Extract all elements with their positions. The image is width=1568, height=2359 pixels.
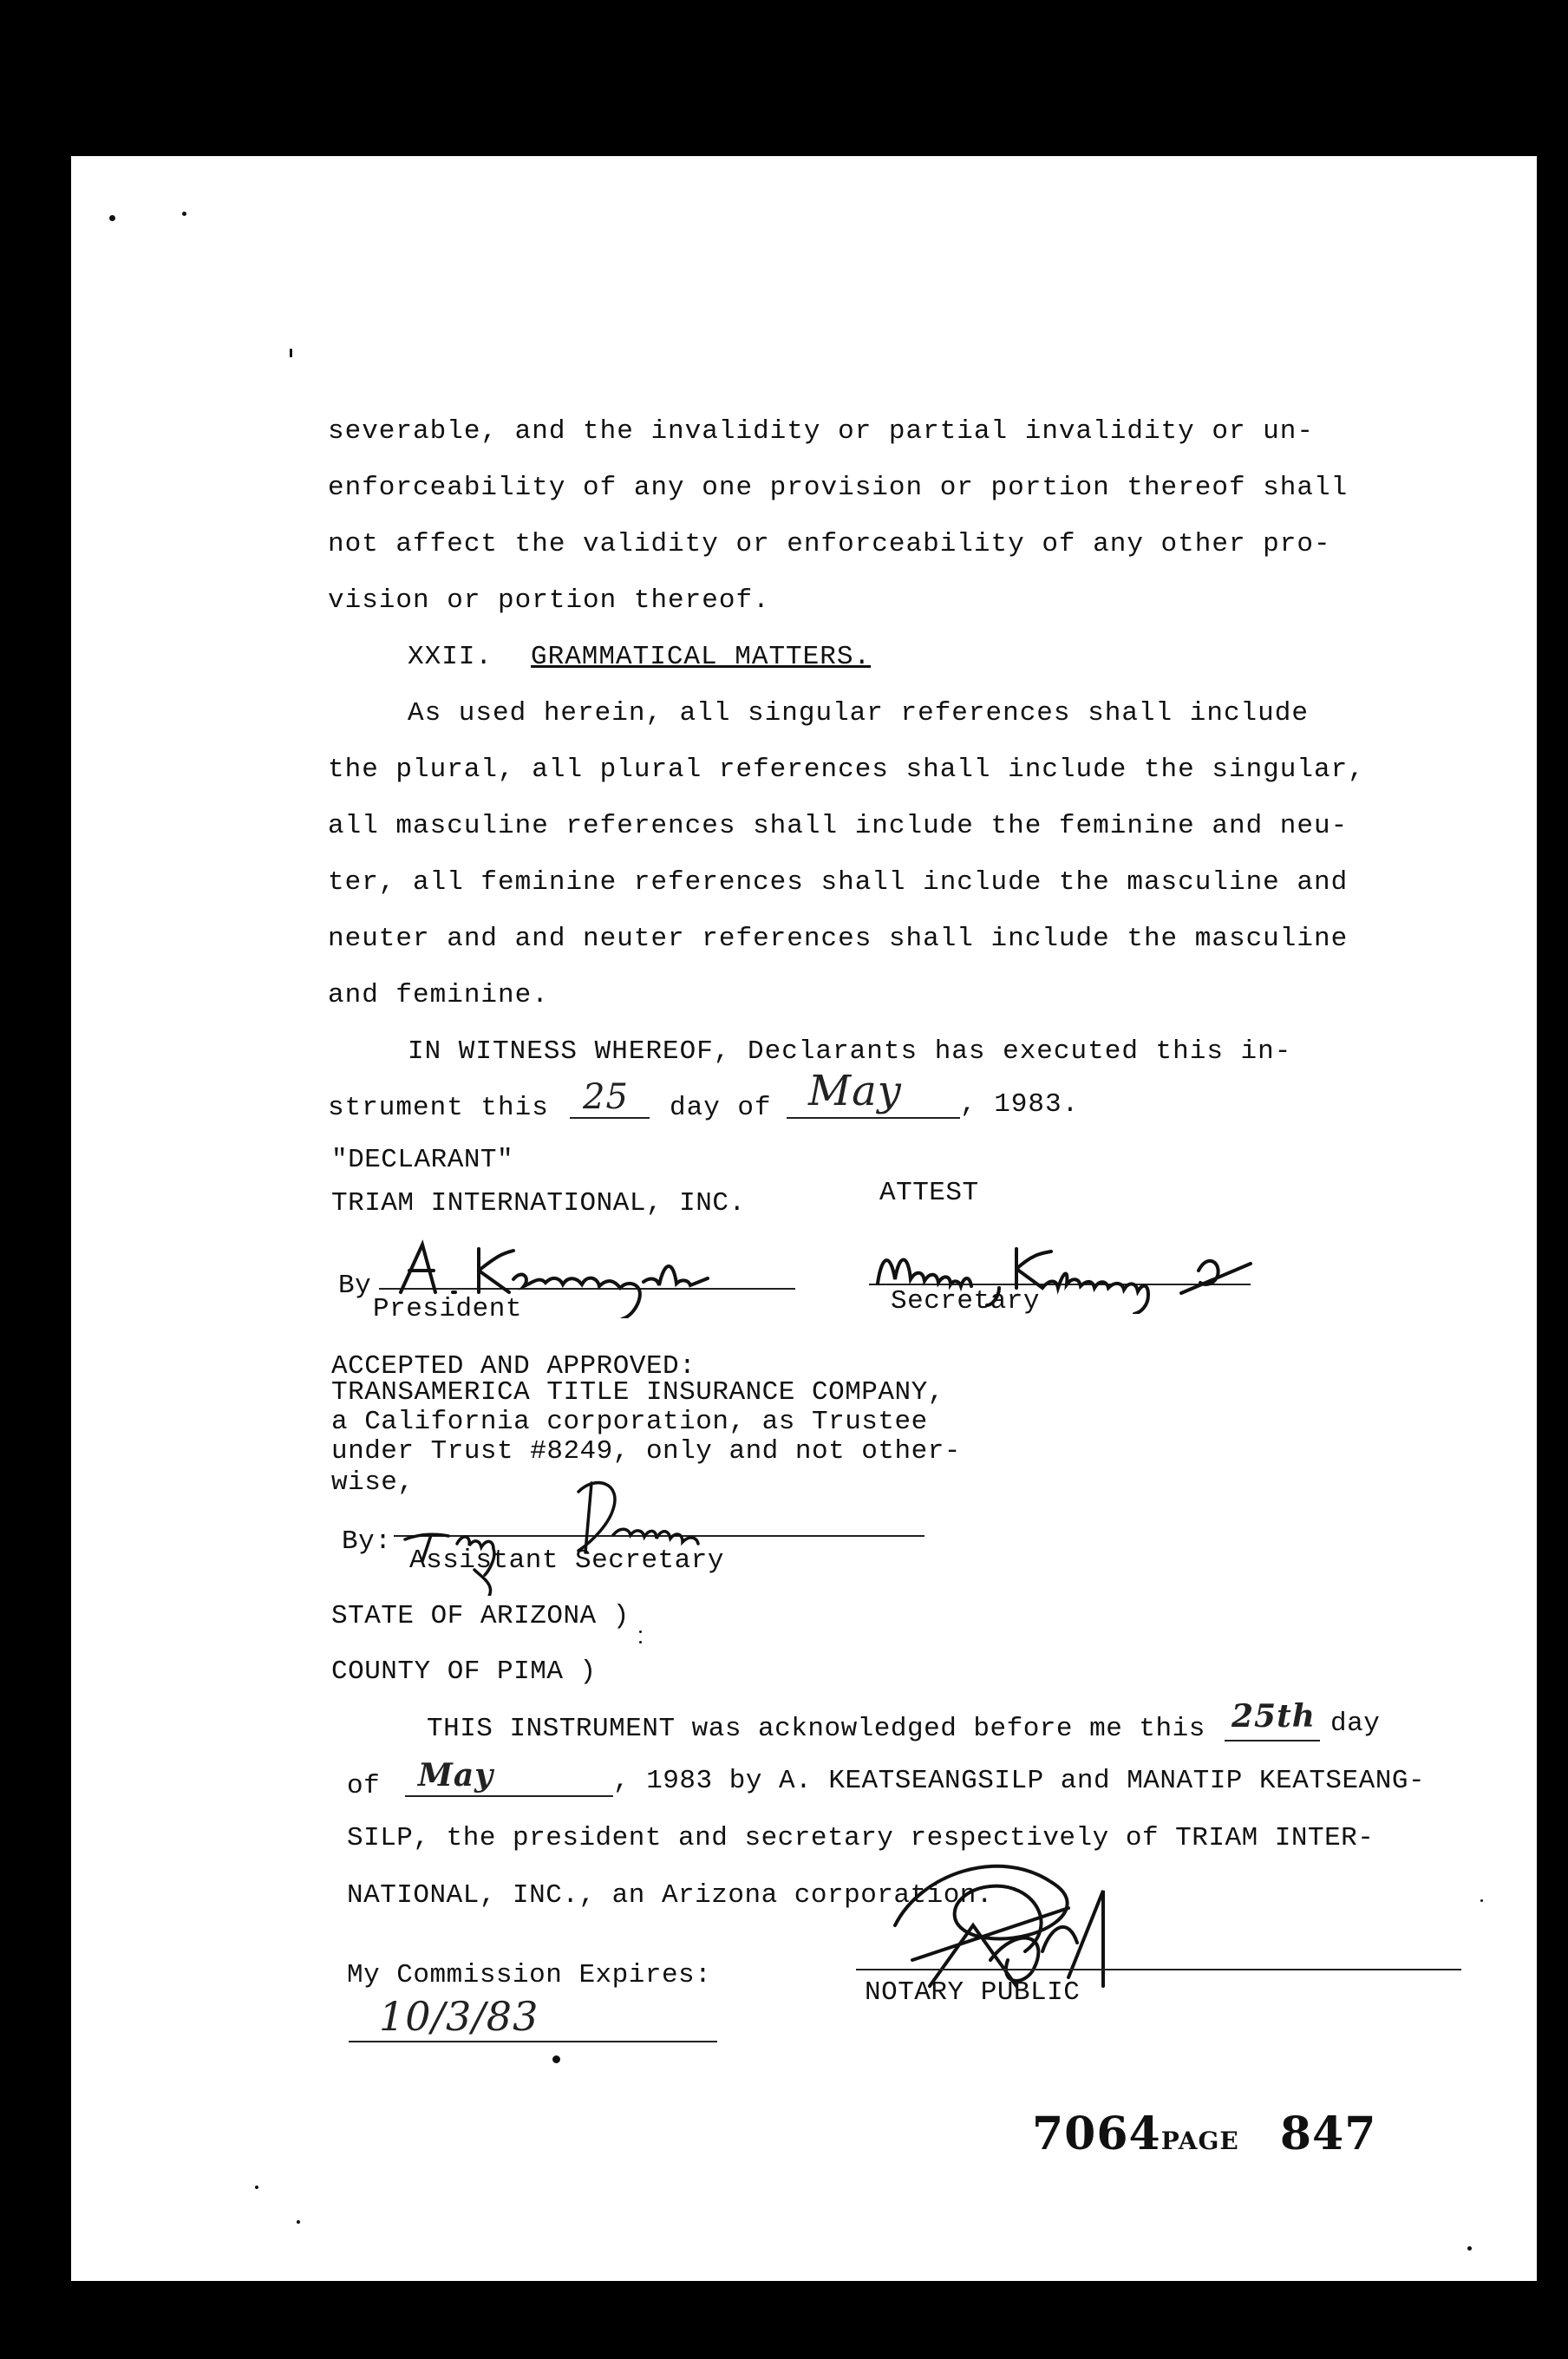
signature-by-label: By <box>338 1271 372 1301</box>
trustee-by-label: By: <box>342 1526 392 1557</box>
month-blank <box>787 1117 960 1119</box>
declarant-label: "DECLARANT" <box>331 1145 514 1175</box>
scan-speck <box>639 1641 642 1643</box>
company-name: TRIAM INTERNATIONAL, INC. <box>331 1188 746 1219</box>
scan-speck <box>552 2055 560 2063</box>
state-line: STATE OF ARIZONA ) <box>331 1601 630 1631</box>
president-label: President <box>373 1294 522 1324</box>
witness-day: 25 <box>583 1077 629 1117</box>
acceptance-line: a California corporation, as Trustee <box>331 1407 928 1437</box>
commission-date-line <box>349 2041 717 2042</box>
witness-day-word: day of <box>670 1093 772 1123</box>
ack-day-blank <box>1225 1740 1320 1741</box>
acceptance-line: ACCEPTED AND APPROVED: <box>331 1351 696 1382</box>
ack-line: , 1983 by A. KEATSEANGSILP and MANATIP KEATSEANG- <box>613 1766 1426 1796</box>
scan-speck <box>290 349 292 357</box>
scan-top-border <box>0 0 1568 95</box>
body-line: neuter and and neuter references shall include the masculine <box>328 924 1349 954</box>
ack-of-label: of <box>347 1771 381 1801</box>
body-line: vision or portion thereof. <box>328 585 770 616</box>
document-page <box>71 156 1537 2281</box>
acceptance-line: TRANSAMERICA TITLE INSURANCE COMPANY, <box>331 1377 944 1408</box>
secretary-label: Secretary <box>891 1286 1040 1317</box>
book-page-stamp <box>1032 2107 1376 2160</box>
body-line: As used herein, all singular references shall include <box>408 698 1309 729</box>
body-line: all masculine references shall include the feminine and neu- <box>328 811 1349 841</box>
attest-label: ATTEST <box>879 1178 979 1208</box>
section-number: XXII. <box>408 642 493 672</box>
day-blank <box>570 1117 650 1119</box>
body-line: ter, all feminine references shall include the masculine and <box>328 867 1349 898</box>
ack-day: 25th <box>1232 1698 1316 1735</box>
trustee-signature <box>396 1474 813 1596</box>
notary-label: NOTARY PUBLIC <box>865 1977 1081 2008</box>
witness-year: , 1983. <box>960 1089 1080 1120</box>
ack-month: May <box>418 1757 494 1794</box>
notary-signature-line <box>856 1969 1461 1970</box>
commission-date: 10/3/83 <box>379 1993 539 2040</box>
commission-label: My Commission Expires: <box>347 1960 712 1990</box>
body-line: enforceability of any one provision or portion thereof shall <box>328 473 1349 503</box>
scan-speck <box>255 2186 258 2189</box>
scan-speck <box>109 215 115 221</box>
body-line: not affect the validity or enforceability of any other pro- <box>328 529 1331 559</box>
acceptance-line: wise, <box>331 1467 415 1498</box>
section-title: GRAMMATICAL MATTERS. <box>531 642 872 672</box>
ack-day-word: day <box>1330 1709 1381 1739</box>
scan-speck <box>182 212 186 216</box>
witness-prefix: strument this <box>328 1093 549 1123</box>
ack-line: THIS INSTRUMENT was acknowledged before me this <box>427 1714 1205 1744</box>
scan-speck <box>1467 2246 1472 2251</box>
assistant-secretary-label: Assistant Secretary <box>409 1545 724 1576</box>
scan-speck <box>297 2220 300 2224</box>
book-number: 7064 <box>1032 2107 1161 2160</box>
body-line: the plural, all plural references shall include the singular, <box>328 755 1365 785</box>
body-line: and feminine. <box>328 980 549 1010</box>
ack-month-blank <box>405 1795 613 1797</box>
page-word: PAGE <box>1160 2127 1239 2155</box>
ack-line: NATIONAL, INC., an Arizona corporation. <box>347 1880 994 1911</box>
witness-month: May <box>808 1067 902 1115</box>
scan-speck <box>639 1630 642 1633</box>
acceptance-line: under Trust #8249, only and not other- <box>331 1436 961 1467</box>
county-line: COUNTY OF PIMA ) <box>331 1657 597 1687</box>
body-line: severable, and the invalidity or partial invalidity or un- <box>328 416 1314 447</box>
page-number: 847 <box>1279 2107 1377 2160</box>
scan-speck <box>1480 1899 1483 1902</box>
ack-line: SILP, the president and secretary respectively of TRIAM INTER- <box>347 1823 1375 1853</box>
witness-line: IN WITNESS WHEREOF, Declarants has executed this in- <box>408 1036 1292 1067</box>
